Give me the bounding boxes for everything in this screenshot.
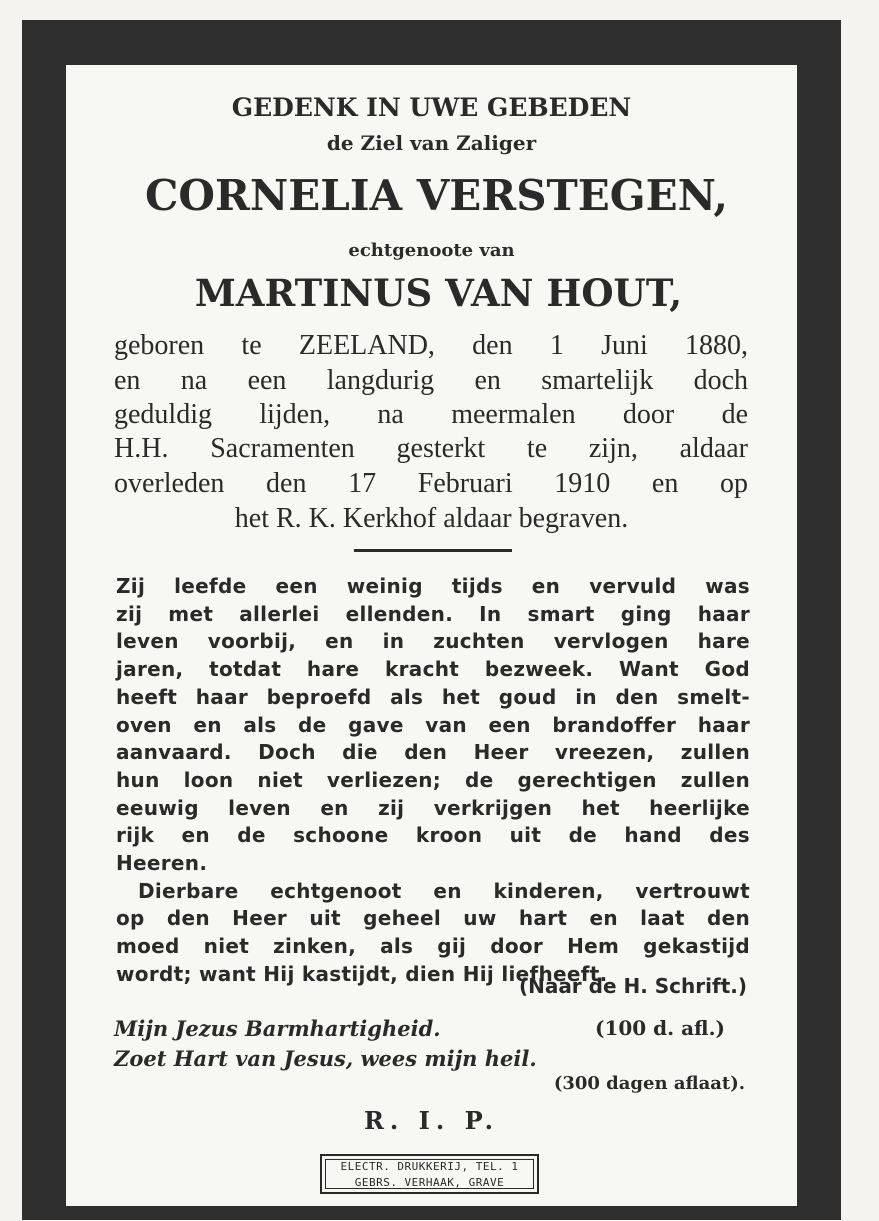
prayer-1: Mijn Jezus Barmhartigheid.	[114, 1016, 441, 1041]
scripture-line: oven en als de gave van een brandoffer haar	[116, 712, 750, 737]
scripture-line: leven voorbij, en in zuchten vervlogen hare	[116, 629, 750, 654]
prayer-1-indulgence: (100 d. afl.)	[594, 1016, 725, 1040]
rip-text: R. I. P.	[363, 1106, 500, 1135]
bio-line: H.H. Sacramenten gesterkt te zijn, aldaar	[114, 433, 748, 464]
heading-line2: de Ziel van Zaliger	[326, 131, 537, 155]
printer-line2: GEBRS. VERHAAK, GRAVE	[354, 1176, 505, 1189]
scripture-line: op den Heer uit geheel uw hart en laat den	[116, 906, 750, 931]
scripture-line: jaren, totdat hare kracht bezweek. Want God	[116, 657, 750, 682]
scripture-line: rijk en de schoone kroon uit de hand des	[116, 823, 750, 848]
relation-text: echtgenoote van	[348, 240, 515, 261]
printer-line1: ELECTR. DRUKKERIJ, TEL. 1	[340, 1160, 519, 1173]
heading-line1: GEDENK IN UWE GEBEDEN	[231, 93, 632, 122]
bio-line: geduldig lijden, na meermalen door de	[114, 399, 748, 430]
printer-mark	[320, 1154, 539, 1194]
prayer-2: Zoet Hart van Jesus, wees mijn heil.	[114, 1046, 537, 1071]
scripture-line: eeuwig leven en zij verkrijgen het heerlijke	[116, 795, 750, 820]
scripture-source: (Naar de H. Schrift.)	[518, 974, 747, 998]
memorial-card	[66, 65, 797, 1206]
bio-line: geboren te ZEELAND, den 1 Juni 1880,	[114, 330, 748, 361]
bio-line: overleden den 17 Februari 1910 en op	[114, 468, 748, 499]
bio-line: het R. K. Kerkhof aldaar begraven.	[234, 503, 629, 534]
scripture-line: zij met allerlei ellenden. In smart ging haar	[116, 601, 750, 626]
scripture-line: aanvaard. Doch die den Heer vreezen, zullen	[116, 740, 750, 765]
scripture-line: Dierbare echtgenoot en kinderen, vertrouwt	[138, 878, 750, 903]
scripture-line: Zij leefde een weinig tijds en vervuld was	[116, 574, 750, 598]
scripture-line: Heeren.	[116, 851, 208, 875]
scripture-line: wordt; want Hij kastijdt, dien Hij liefheeft.	[116, 961, 608, 986]
scripture-line: hun loon niet verliezen; de gerechtigen zullen	[116, 767, 750, 792]
deceased-name: CORNELIA VERSTEGEN,	[144, 171, 729, 220]
spouse-name: MARTINUS VAN HOUT,	[194, 271, 683, 315]
prayer-2-indulgence: (300 dagen aflaat).	[553, 1073, 745, 1094]
divider	[354, 549, 512, 552]
bio-line: en na een langdurig en smartelijk doch	[114, 365, 748, 396]
scripture-line: moed niet zinken, als gij door Hem gekastijd	[116, 934, 750, 959]
scripture-line: heeft haar beproefd als het goud in den smelt-	[116, 684, 750, 709]
